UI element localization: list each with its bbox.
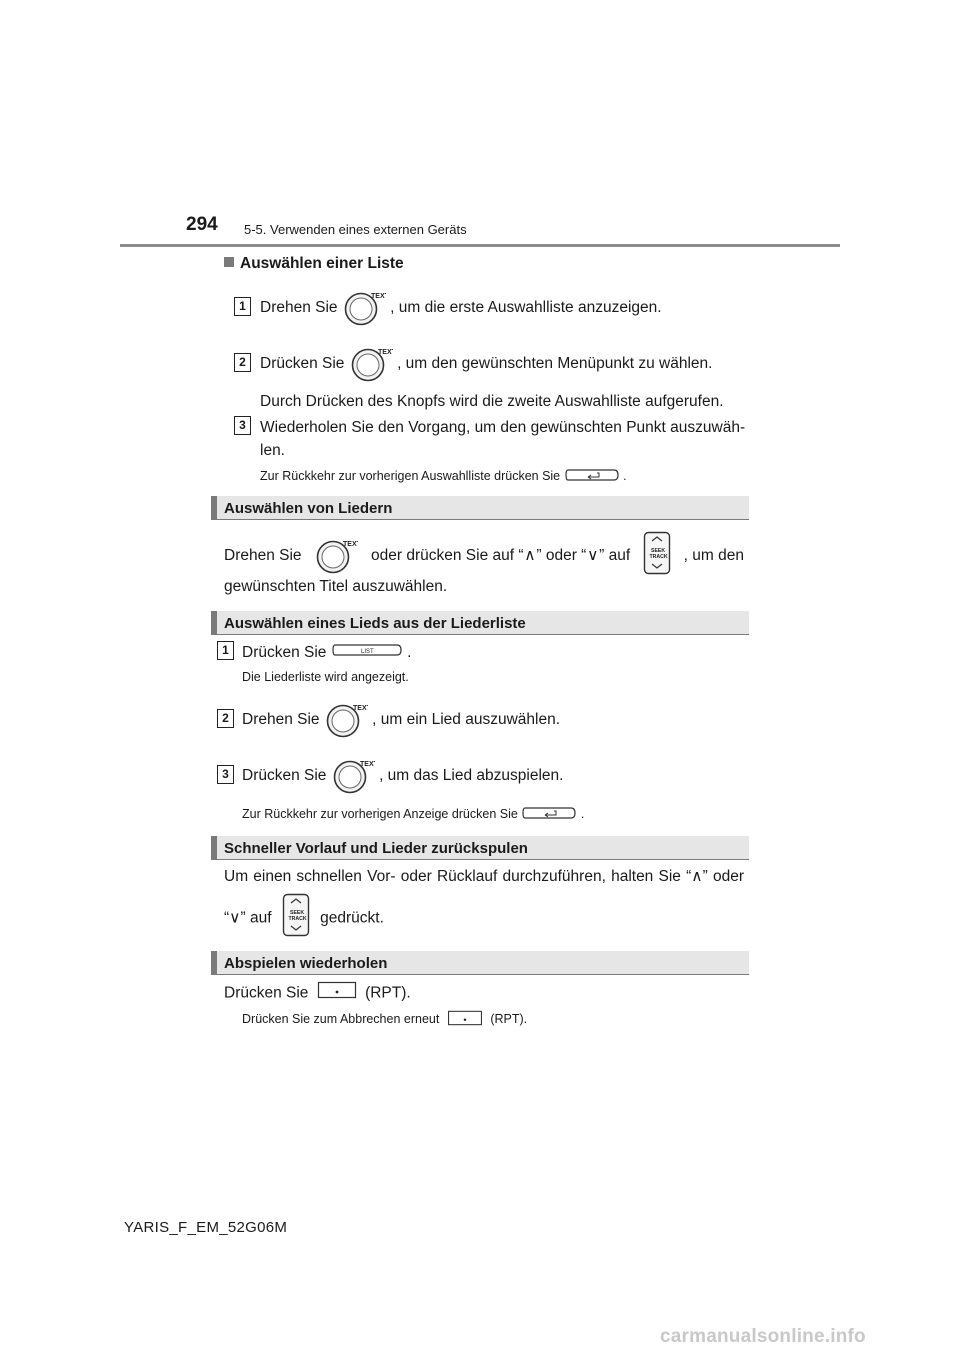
seek-track-button-icon (643, 531, 671, 582)
section-reference: 5-5. Verwenden eines externen Geräts (244, 222, 467, 237)
tune-knob-icon (342, 290, 386, 326)
list-select-step2: Drücken Sie , um den gewünschten Menüpunkt zu wählen. (260, 346, 712, 382)
square-bullet-icon (224, 257, 234, 267)
repeat-instruction: Drücken Sie (RPT). (224, 981, 411, 1006)
step-number-3: 3 (234, 416, 251, 435)
document-code: YARIS_F_EM_52G06M (124, 1219, 288, 1236)
songlist-step1-note: Die Liederliste wird angezeigt. (242, 670, 409, 684)
tune-knob-icon (331, 758, 375, 794)
songlist-step2: Drehen Sie , um ein Lied auszuwählen. (242, 702, 560, 738)
repeat-section-header: Abspielen wiederholen (211, 951, 749, 975)
seek-track-button-icon (282, 893, 310, 944)
songlist-section-header: Auswählen eines Lieds aus der Liederliste (211, 611, 749, 635)
step-number-1: 1 (234, 297, 251, 316)
tune-knob-icon (349, 346, 393, 382)
songlist-step1: Drücken Sie . (242, 642, 411, 664)
list-select-step3-line1: Wiederholen Sie den Vorgang, um den gewünschten Punkt auszuwäh- (260, 419, 746, 436)
songs-instruction-line1: Drehen Sie oder drücken Sie auf “ ∧ ” oder “ ∨ ” auf , um den (224, 536, 744, 576)
tune-knob-icon (324, 702, 368, 738)
step-number-2: 2 (234, 353, 251, 372)
fastforward-line2: “∨” auf gedrückt. (224, 893, 384, 944)
list-select-heading: Auswählen einer Liste (224, 255, 404, 273)
back-button-icon (564, 468, 620, 485)
list-button-icon (331, 642, 403, 664)
page-number: 294 (186, 214, 218, 235)
songlist-note: Zur Rückkehr zur vorherigen Anzeige drücken Sie . (242, 806, 584, 823)
list-select-note: Zur Rückkehr zur vorherigen Auswahlliste drücken Sie . (260, 468, 627, 485)
songs-section-header: Auswählen von Liedern (211, 496, 749, 520)
step-number-2: 2 (217, 709, 234, 728)
rpt-button-icon (447, 1010, 483, 1029)
list-select-step1: Drehen Sie , um die erste Auswahlliste anzuzeigen. (260, 290, 662, 326)
step-number-3: 3 (217, 765, 234, 784)
header-divider (120, 244, 840, 247)
watermark: carmanualsonline.info (660, 1326, 866, 1347)
fastforward-section-header: Schneller Vorlauf und Lieder zurückspulen (211, 836, 749, 860)
songlist-step3: Drücken Sie , um das Lied abzuspielen. (242, 758, 563, 794)
fastforward-line1: Um einen schnellen Vor- oder Rücklauf durchzuführen, halten Sie “∧” oder (224, 868, 744, 885)
step-number-1: 1 (217, 641, 234, 660)
rpt-button-icon (317, 981, 357, 1006)
songs-instruction-line2: gewünschten Titel auszuwählen. (224, 578, 448, 595)
list-select-step2-detail: Durch Drücken des Knopfs wird die zweite Auswahlliste aufgerufen. (260, 393, 724, 410)
list-select-step3-line2: len. (260, 442, 285, 459)
back-button-icon (521, 806, 577, 823)
tune-knob-icon (314, 538, 358, 574)
repeat-note: Drücken Sie zum Abbrechen erneut (RPT). (242, 1010, 527, 1029)
